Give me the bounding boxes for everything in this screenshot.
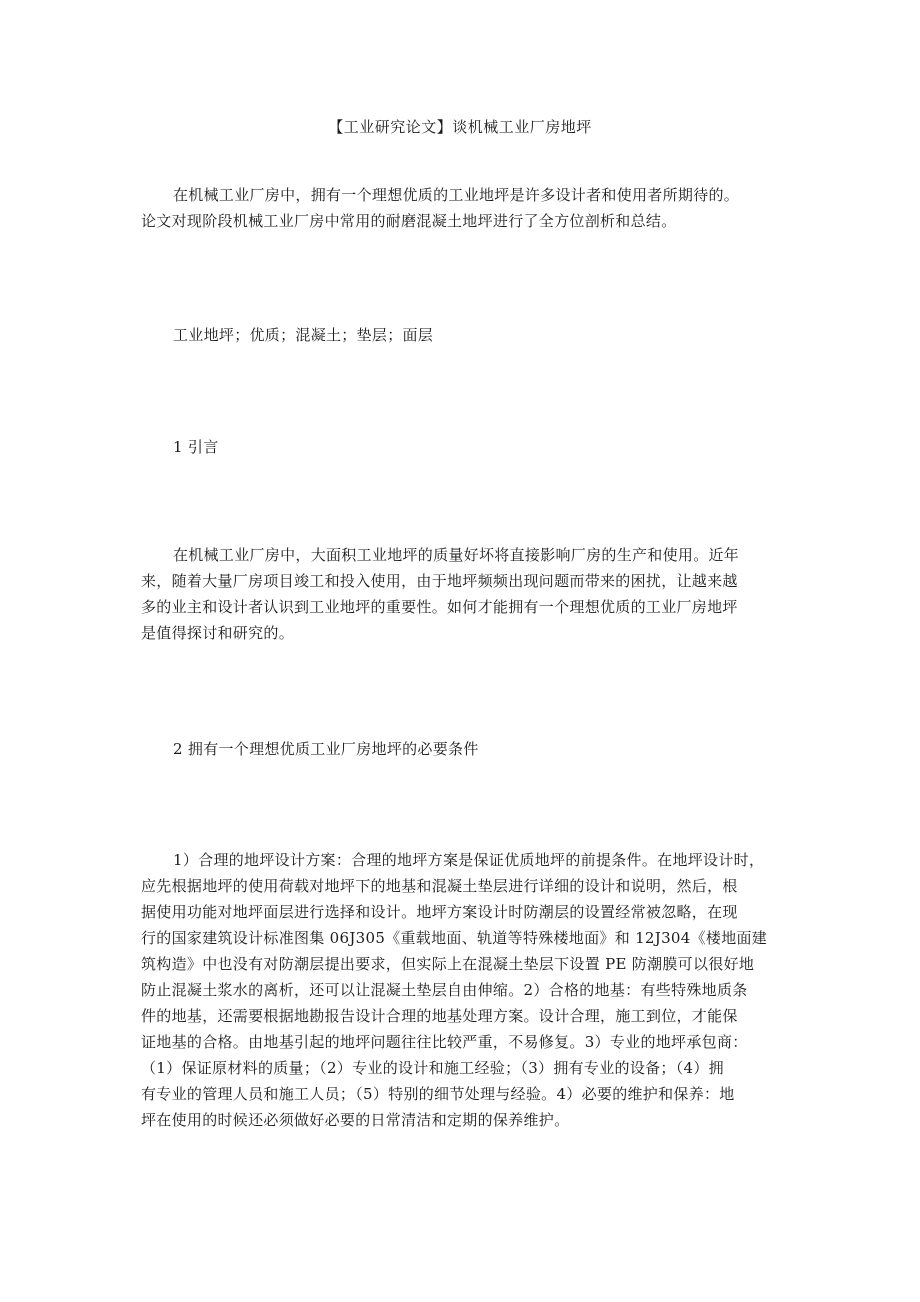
keywords-paragraph xyxy=(141,322,781,348)
paragraph-line: 件的地基，还需要根据地勘报告设计合理的地基处理方案。设计合理，施工到位，才能保 xyxy=(141,1007,738,1025)
section-2-heading-block xyxy=(141,736,781,762)
paragraph-line: 在机械工业厂房中，大面积工业地坪的质量好坏将直接影响厂房的生产和使用。近年 xyxy=(173,546,740,564)
paragraph-line: 证地基的合格。由地基引起的地坪问题往往比较严重，不易修复。3）专业的地坪承包商： xyxy=(141,1033,748,1051)
section-2-paragraph xyxy=(141,847,781,1133)
section-2-heading: 2 拥有一个理想优质工业厂房地坪的必要条件 xyxy=(173,740,479,758)
document-title: 【工业研究论文】谈机械工业厂房地坪 xyxy=(328,118,592,136)
keywords-text: 工业地坪；优质；混凝土；垫层；面层 xyxy=(173,326,434,344)
paragraph-line: 1）合理的地坪设计方案：合理的地坪方案是保证优质地坪的前提条件。在地坪设计时， xyxy=(173,851,765,869)
paragraph-line: 有专业的管理人员和施工人员；（5）特别的细节处理与经验。4）必要的维护和保养：地 xyxy=(141,1085,735,1103)
paragraph-line: 行的国家建筑设计标准图集 06J305《重载地面、轨道等特殊楼地面》和 12J304《楼地面建 xyxy=(141,929,768,947)
section-1-heading-block xyxy=(141,434,781,460)
paragraph-line: 坪在使用的时候还必须做好必要的日常清洁和定期的保养维护。 xyxy=(141,1111,570,1129)
paragraph-line: 筑构造》中也没有对防潮层提出要求，但实际上在混凝土垫层下设置 PE 防潮膜可以很好地 xyxy=(141,955,755,973)
paragraph-line: 防止混凝土浆水的离析，还可以让混凝土垫层自由伸缩。2）合格的地基：有些特殊地质条 xyxy=(141,981,748,999)
paragraph-line: （1）保证原材料的质量；（2）专业的设计和施工经验；（3）拥有专业的设备；（4）拥 xyxy=(141,1059,724,1077)
section-1-heading: 1 引言 xyxy=(173,438,219,456)
paragraph-line: 应先根据地坪的使用荷载对地坪下的地基和混凝土垫层进行详细的设计和说明，然后，根 xyxy=(141,877,738,895)
paragraph-line: 是值得探讨和研究的。 xyxy=(141,624,295,642)
paragraph-line: 据使用功能对地坪面层进行选择和设计。地坪方案设计时防潮层的设置经常被忽略，在现 xyxy=(141,903,738,921)
abstract-paragraph xyxy=(141,182,781,234)
paragraph-line: 来，随着大量厂房项目竣工和投入使用，由于地坪频频出现问题而带来的困扰，让越来越 xyxy=(141,572,738,590)
section-1-paragraph xyxy=(141,542,781,646)
paragraph-line: 多的业主和设计者认识到工业地坪的重要性。如何才能拥有一个理想优质的工业厂房地坪 xyxy=(141,598,738,616)
abstract-line: 在机械工业厂房中，拥有一个理想优质的工业地坪是许多设计者和使用者所期待的。 xyxy=(173,186,740,204)
abstract-line: 论文对现阶段机械工业厂房中常用的耐磨混凝土地坪进行了全方位剖析和总结。 xyxy=(141,212,677,230)
